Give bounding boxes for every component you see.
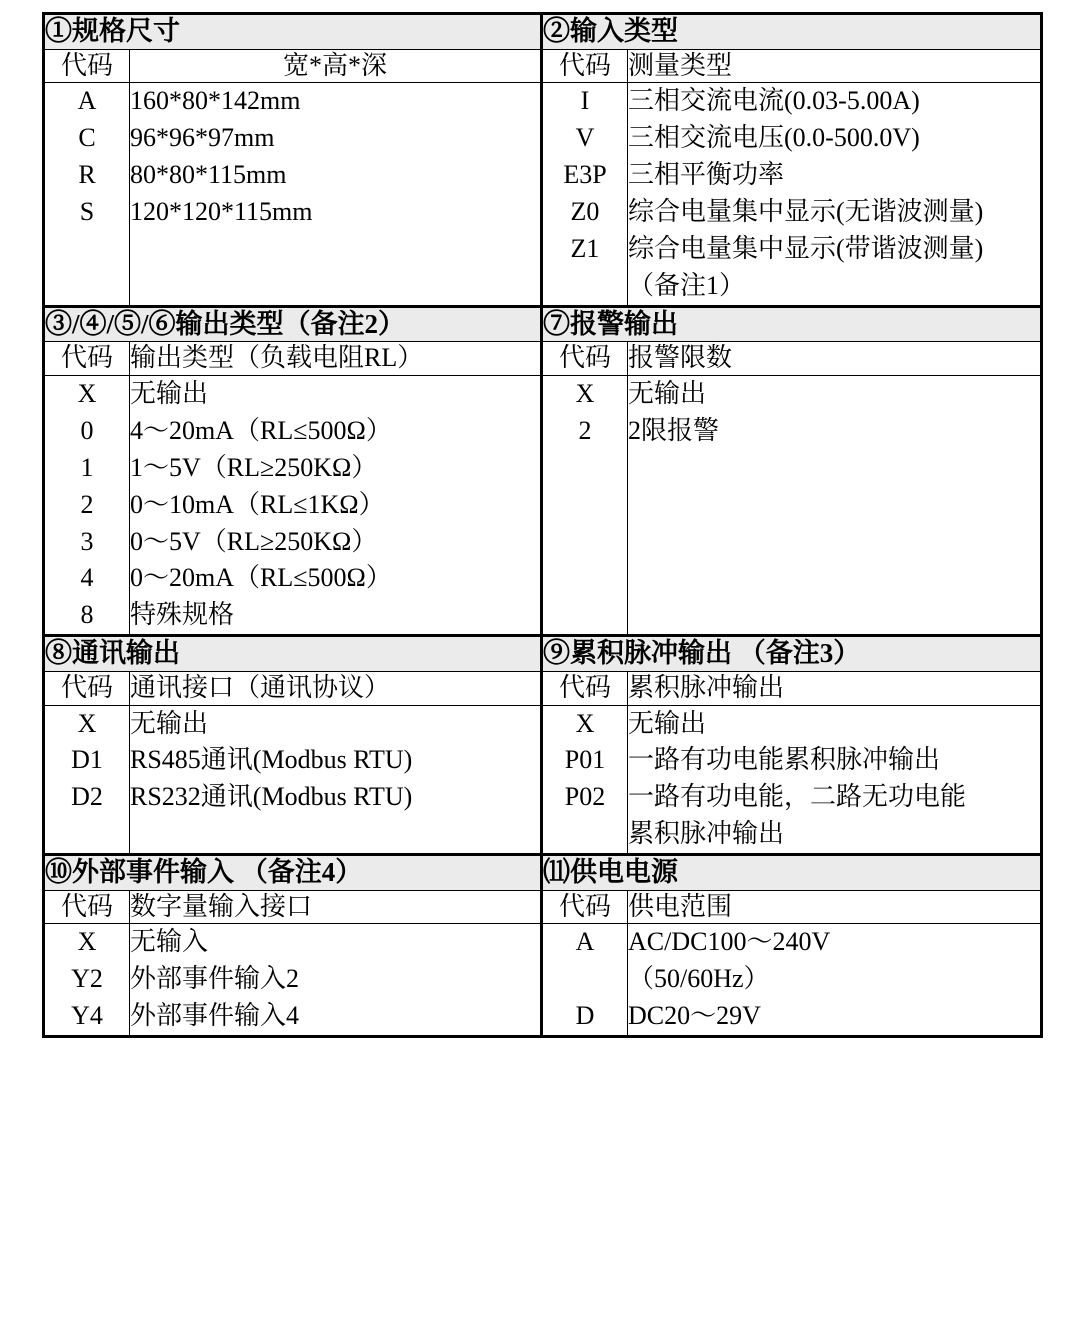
desc-item: 一路有功电能累积脉冲输出	[628, 745, 941, 775]
descs-input-type	[628, 83, 1042, 306]
code-item	[543, 961, 627, 998]
section-header-row	[44, 855, 1042, 891]
code-item: P02	[564, 782, 606, 812]
code-item: 2	[578, 415, 592, 445]
section-body-row	[44, 705, 1042, 855]
codes-pulse-output	[542, 705, 628, 855]
code-item: 0	[80, 415, 94, 445]
section-subheader-row	[44, 672, 1042, 706]
section-subheader-row	[44, 342, 1042, 376]
desc-item: 80*80*115mm	[130, 160, 287, 190]
code-item: V	[575, 123, 595, 153]
desc-item: 一路有功电能，二路无功电能	[628, 782, 967, 812]
colhdr-pulse-desc: 累积脉冲输出	[628, 672, 1042, 706]
codes-event-input	[44, 924, 130, 1037]
code-item: X	[575, 378, 595, 408]
section-subheader-row	[44, 890, 1042, 924]
code-item: I	[580, 86, 590, 116]
desc-item: 外部事件输入2	[130, 964, 300, 994]
colhdr-output-desc: 输出类型（负载电阻RL）	[130, 342, 542, 376]
codes-dimensions	[44, 83, 130, 306]
section-body-row	[44, 375, 1042, 635]
code-item: A	[575, 927, 595, 957]
section-header-row	[44, 636, 1042, 672]
section-title-event-input: ⑩外部事件输入 （备注4）	[44, 855, 542, 891]
colhdr-comm-code: 代码	[44, 672, 130, 706]
code-item: X	[77, 927, 97, 957]
colhdr-power-code: 代码	[542, 890, 628, 924]
desc-item: 120*120*115mm	[130, 196, 313, 226]
desc-item: 0～5V（RL≥250KΩ）	[130, 526, 378, 556]
desc-item: 三相交流电流(0.03-5.00A)	[628, 86, 920, 116]
code-item: A	[77, 86, 97, 116]
desc-item: 综合电量集中显示(带谐波测量)	[628, 233, 984, 263]
desc-item: RS232通讯(Modbus RTU)	[130, 782, 413, 812]
section-title-power-supply: ⑾供电电源	[542, 855, 1042, 891]
section-subheader-row	[44, 49, 1042, 83]
colhdr-input-desc: 测量类型	[628, 49, 1042, 83]
section-body-row	[44, 924, 1042, 1037]
code-item: D	[575, 1001, 595, 1031]
codes-communication	[44, 705, 130, 855]
desc-item: 无输入	[130, 927, 209, 957]
colhdr-dimensions-code: 代码	[44, 49, 130, 83]
desc-item: 无输出	[130, 708, 209, 738]
section-title-dimensions: ①规格尺寸	[44, 14, 542, 50]
desc-item: 三相交流电压(0.0-500.0V)	[628, 123, 920, 153]
code-item: P01	[564, 745, 606, 775]
section-title-pulse-output: ⑨累积脉冲输出 （备注3）	[542, 636, 1042, 672]
colhdr-power-desc: 供电范围	[628, 890, 1042, 924]
descs-communication	[130, 705, 542, 855]
code-item: X	[575, 708, 595, 738]
colhdr-dimensions-desc: 宽*高*深	[130, 49, 542, 83]
code-item: X	[77, 378, 97, 408]
desc-note: 累积脉冲输出	[628, 819, 785, 849]
desc-item: 无输出	[628, 378, 707, 408]
colhdr-alarm-code: 代码	[542, 342, 628, 376]
code-item: R	[78, 160, 96, 190]
descs-output-type	[130, 375, 542, 635]
desc-note: （备注1）	[628, 270, 746, 300]
desc-item: DC20～29V	[628, 1001, 761, 1031]
code-item: Y4	[71, 1001, 103, 1031]
code-item: 2	[80, 489, 94, 519]
desc-item: 96*96*97mm	[130, 123, 275, 153]
colhdr-event-code: 代码	[44, 890, 130, 924]
descs-power-supply	[628, 924, 1042, 1037]
section-header-row	[44, 306, 1042, 342]
desc-item: 1～5V（RL≥250KΩ）	[130, 452, 378, 482]
code-item: Y2	[71, 964, 103, 994]
descs-event-input	[130, 924, 542, 1037]
colhdr-comm-desc: 通讯接口（通讯协议）	[130, 672, 542, 706]
desc-item: 4～20mA（RL≤500Ω）	[130, 415, 392, 445]
section-title-alarm-output: ⑦报警输出	[542, 306, 1042, 342]
desc-item: 特殊规格	[130, 600, 235, 630]
desc-item: 三相平衡功率	[628, 160, 785, 190]
code-item: 3	[80, 526, 94, 556]
section-title-input-type: ②输入类型	[542, 14, 1042, 50]
desc-item: 2限报警	[628, 415, 720, 445]
codes-output-type	[44, 375, 130, 635]
desc-item: 0～10mA（RL≤1KΩ）	[130, 489, 385, 519]
codes-power-supply	[542, 924, 628, 1037]
desc-item: 无输出	[130, 378, 209, 408]
section-title-communication: ⑧通讯输出	[44, 636, 542, 672]
desc-item: 综合电量集中显示(无谐波测量)	[628, 196, 984, 226]
specification-table	[42, 12, 1043, 1038]
section-header-row	[44, 14, 1042, 50]
colhdr-pulse-code: 代码	[542, 672, 628, 706]
code-item: D1	[71, 745, 103, 775]
desc-item: 无输出	[628, 708, 707, 738]
code-item: 1	[80, 452, 94, 482]
colhdr-alarm-desc: 报警限数	[628, 342, 1042, 376]
code-item: Z1	[570, 233, 600, 263]
code-item: C	[78, 123, 96, 153]
code-item: 4	[80, 563, 94, 593]
code-item: Z0	[570, 196, 600, 226]
descs-dimensions	[130, 83, 542, 306]
desc-item: 0～20mA（RL≤500Ω）	[130, 563, 392, 593]
code-item: E3P	[563, 160, 607, 190]
desc-item: RS485通讯(Modbus RTU)	[130, 745, 413, 775]
desc-item: 外部事件输入4	[130, 1001, 300, 1031]
desc-item: （50/60Hz）	[628, 964, 770, 994]
colhdr-output-code: 代码	[44, 342, 130, 376]
descs-pulse-output	[628, 705, 1042, 855]
desc-item: 160*80*142mm	[130, 86, 301, 116]
descs-alarm-output	[628, 375, 1042, 635]
colhdr-input-code: 代码	[542, 49, 628, 83]
code-item: 8	[80, 600, 94, 630]
section-title-output-type: ③/④/⑤/⑥输出类型（备注2）	[44, 306, 542, 342]
desc-item: AC/DC100～240V	[628, 927, 831, 957]
section-body-row	[44, 83, 1042, 306]
code-item: D2	[71, 782, 103, 812]
code-item: X	[77, 708, 97, 738]
code-item: S	[79, 196, 95, 226]
colhdr-event-desc: 数字量输入接口	[130, 890, 542, 924]
codes-alarm-output	[542, 375, 628, 635]
codes-input-type	[542, 83, 628, 306]
